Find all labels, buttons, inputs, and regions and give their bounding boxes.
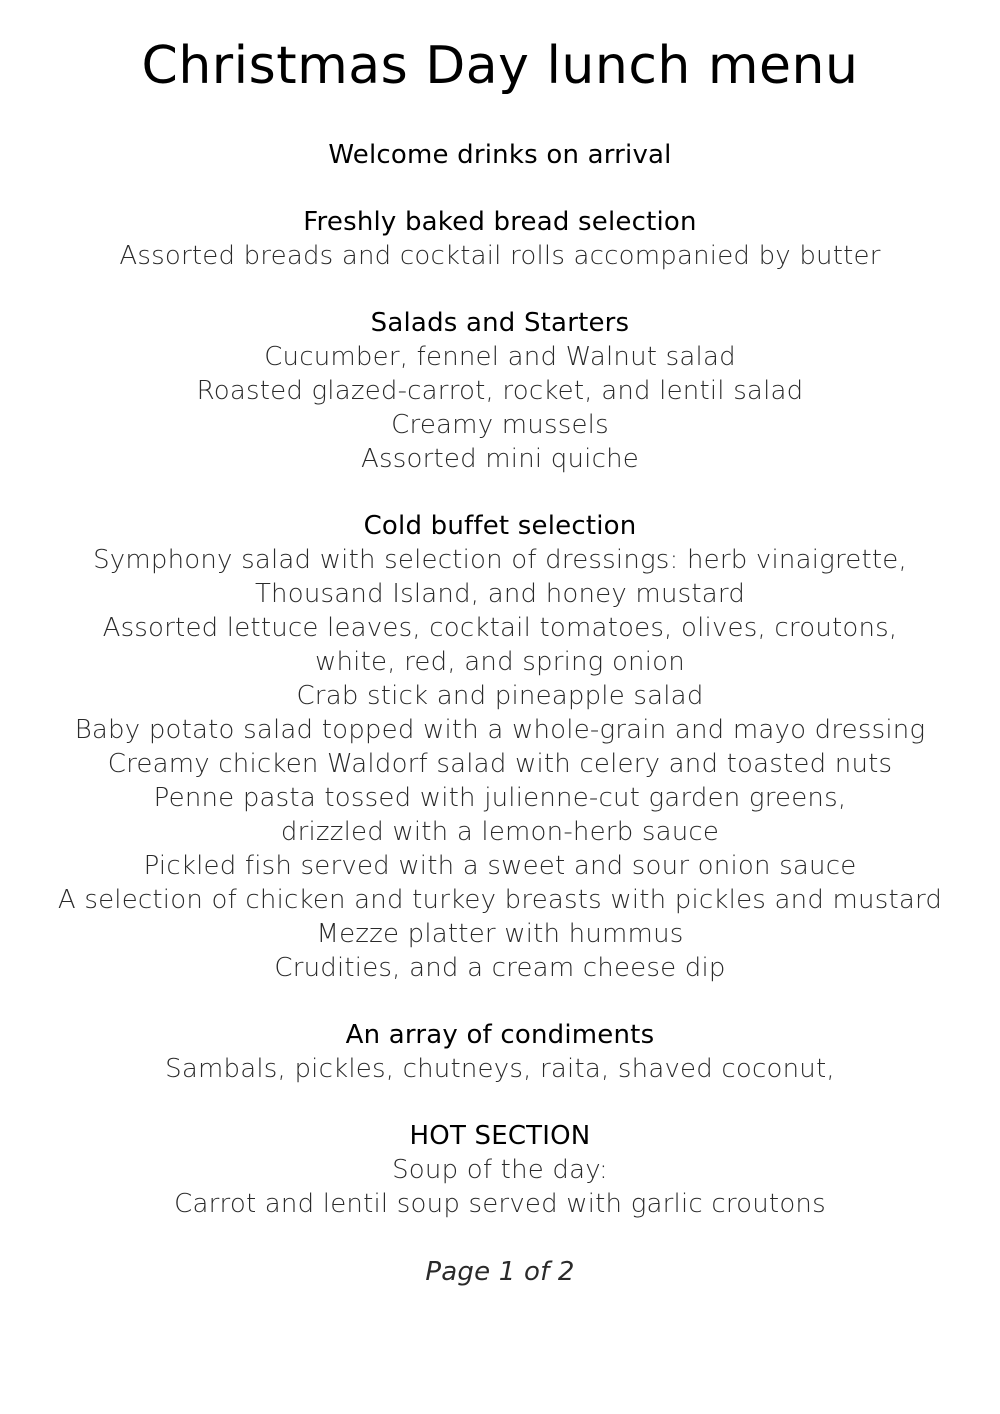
spacer — [0, 1086, 1000, 1119]
menu-item: Assorted lettuce leaves, cocktail tomatoes, olives, croutons, — [102, 613, 898, 643]
menu-item: drizzled with a lemon-herb sauce — [280, 817, 720, 847]
menu-item: Sambals, pickles, chutneys, raita, shaved coconut, — [165, 1054, 835, 1084]
menu-item: Baby potato salad topped with a whole-grain and mayo dressing — [74, 715, 926, 745]
menu-item: Pickled fish served with a sweet and sour onion sauce — [143, 851, 857, 881]
menu-item: Thousand Island, and honey mustard — [254, 579, 746, 609]
section-heading: An array of condiments — [345, 1020, 655, 1050]
section-salads-starters — [0, 306, 1000, 476]
menu-item: Symphony salad with selection of dressings: herb vinaigrette, — [93, 545, 907, 575]
section-heading: Freshly baked bread selection — [303, 207, 697, 237]
menu-item: Penne pasta tossed with julienne-cut garden greens, — [153, 783, 847, 813]
menu-item: Assorted mini quiche — [361, 444, 639, 474]
spacer — [0, 273, 1000, 306]
menu-item: Crudities, and a cream cheese dip — [274, 953, 726, 983]
section-hot — [0, 1119, 1000, 1221]
spacer — [0, 476, 1000, 509]
spacer — [0, 985, 1000, 1018]
menu-item: Creamy chicken Waldorf salad with celery and toasted nuts — [107, 749, 893, 779]
menu-title: Christmas Day lunch menu — [141, 36, 859, 96]
section-heading: HOT SECTION — [409, 1121, 591, 1151]
menu-item: Roasted glazed-carrot, rocket, and lentil salad — [196, 376, 804, 406]
menu-item: Soup of the day: — [392, 1155, 608, 1185]
menu-item: Mezze platter with hummus — [316, 919, 684, 949]
menu-item: Carrot and lentil soup served with garlic croutons — [174, 1189, 826, 1219]
menu-item: white, red, and spring onion — [315, 647, 685, 677]
section-heading: Cold buffet selection — [363, 511, 637, 541]
menu-item: Creamy mussels — [391, 410, 609, 440]
menu-item: Crab stick and pineapple salad — [296, 681, 704, 711]
spacer — [0, 172, 1000, 205]
menu-item: Assorted breads and cocktail rolls accompanied by butter — [119, 241, 881, 271]
section-bread — [0, 205, 1000, 273]
section-condiments — [0, 1018, 1000, 1086]
section-heading: Salads and Starters — [370, 308, 630, 338]
menu-item: A selection of chicken and turkey breasts with pickles and mustard — [57, 885, 943, 915]
menu-item: Cucumber, fennel and Walnut salad — [264, 342, 736, 372]
menu-content — [0, 138, 1000, 1221]
welcome-line: Welcome drinks on arrival — [328, 140, 672, 170]
section-cold-buffet — [0, 509, 1000, 985]
page-number: Page 1 of 2 — [425, 1257, 575, 1287]
